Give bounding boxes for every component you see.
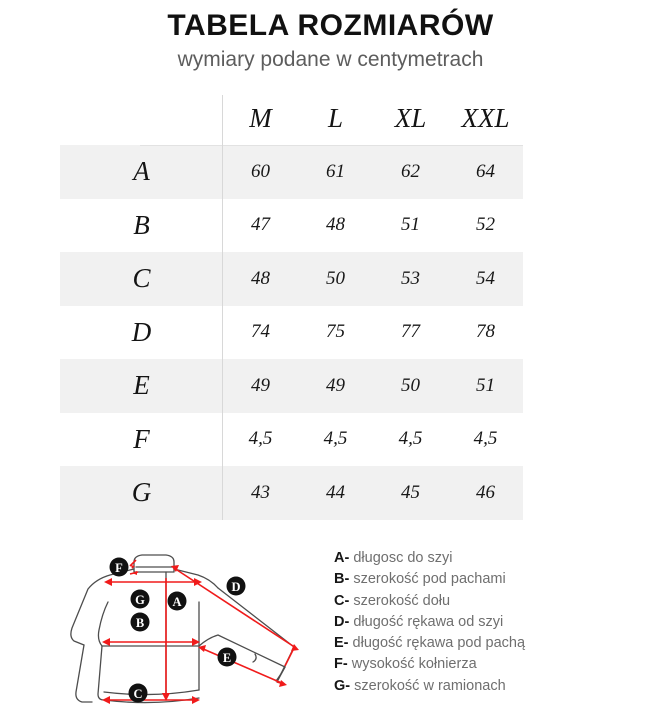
- legend-key-c: C: [334, 592, 345, 609]
- cell-d-m: 74: [223, 306, 298, 360]
- legend-item-g: [334, 676, 654, 697]
- cell-c-xl: 53: [373, 252, 448, 306]
- legend-item-e: [334, 633, 654, 654]
- table-row: [60, 359, 523, 413]
- table-body: [60, 145, 523, 520]
- table-row: [60, 306, 523, 360]
- cell-a-xxl: 64: [448, 145, 523, 199]
- size-table-grid: [60, 92, 523, 520]
- cell-b-m: 47: [223, 199, 298, 253]
- page-subtitle: wymiary podane w centymetrach: [177, 48, 484, 71]
- legend-key-d: D: [334, 613, 345, 630]
- legend-key-g: G: [334, 677, 346, 694]
- cell-b-l: 48: [298, 199, 373, 253]
- column-header-m: M: [223, 92, 298, 145]
- cell-c-m: 48: [223, 252, 298, 306]
- legend-dash-f: -: [342, 656, 348, 673]
- cell-f-xl: 4,5: [373, 413, 448, 467]
- legend-dash-d: -: [344, 613, 350, 630]
- legend-key-b: B: [334, 571, 345, 588]
- legend-item-a: [334, 548, 654, 569]
- row-label-d: D: [60, 306, 223, 360]
- cell-a-xl: 62: [373, 145, 448, 199]
- cell-f-l: 4,5: [298, 413, 373, 467]
- jacket-outline: [71, 555, 294, 703]
- marker-d: [227, 577, 246, 596]
- marker-g-label: G: [135, 593, 145, 607]
- marker-a-label: A: [172, 595, 182, 609]
- row-label-f: F: [60, 413, 223, 467]
- legend-text-b: szerokość pod pachami: [353, 571, 506, 588]
- diagram-markers: [110, 558, 246, 703]
- cell-e-xl: 50: [373, 359, 448, 413]
- cell-c-l: 50: [298, 252, 373, 306]
- marker-f: [110, 558, 129, 577]
- table-row: [60, 413, 523, 467]
- marker-c: [129, 684, 148, 703]
- legend-text-e: długość rękawa pod pachą: [352, 635, 526, 652]
- marker-d-label: D: [231, 580, 241, 594]
- table-row: [60, 145, 523, 199]
- cell-d-xxl: 78: [448, 306, 523, 360]
- legend-text-c: szerokość dołu: [353, 592, 451, 609]
- legend-text-g: szerokość w ramionach: [354, 677, 506, 694]
- table-head: [60, 92, 523, 145]
- table-corner-cell: [60, 92, 223, 145]
- legend-item-c: [334, 591, 654, 612]
- legend-dash-a: -: [344, 550, 350, 566]
- measurement-legend: [334, 548, 654, 697]
- cell-b-xxl: 52: [448, 199, 523, 253]
- row-label-c: C: [60, 252, 223, 306]
- cell-e-m: 49: [223, 359, 298, 413]
- table-row: [60, 252, 523, 306]
- marker-c-label: C: [133, 687, 143, 701]
- table-column-divider: [222, 95, 223, 520]
- legend-dash-e: -: [343, 635, 349, 652]
- legend-key-f: F: [334, 656, 343, 673]
- legend-dash-g: -: [345, 677, 351, 694]
- cell-f-m: 4,5: [223, 413, 298, 467]
- measurement-arrows: [102, 560, 299, 704]
- cell-g-xxl: 46: [448, 466, 523, 520]
- row-label-e: E: [60, 359, 223, 413]
- legend-item-d: [334, 612, 654, 633]
- cell-e-l: 49: [298, 359, 373, 413]
- legend-dash-b: -: [344, 571, 350, 588]
- marker-e-label: E: [222, 651, 232, 665]
- cell-f-xxl: 4,5: [448, 413, 523, 467]
- table-row: [60, 199, 523, 253]
- cell-a-l: 61: [298, 145, 373, 199]
- legend-text-f: wysokość kołnierza: [351, 656, 477, 673]
- row-label-b: B: [60, 199, 223, 253]
- legend-key-e: E: [334, 635, 344, 652]
- cell-a-m: 60: [223, 145, 298, 199]
- marker-e: [218, 648, 237, 667]
- cell-d-l: 75: [298, 306, 373, 360]
- row-label-a: A: [60, 145, 223, 199]
- cell-g-m: 43: [223, 466, 298, 520]
- garment-diagram: [62, 542, 337, 714]
- cell-b-xl: 51: [373, 199, 448, 253]
- table-row: [60, 466, 523, 520]
- cell-e-xxl: 51: [448, 359, 523, 413]
- marker-a: [168, 592, 187, 611]
- column-header-l: L: [298, 92, 373, 145]
- cell-c-xxl: 54: [448, 252, 523, 306]
- cell-g-l: 44: [298, 466, 373, 520]
- marker-b: [131, 613, 150, 632]
- legend-text-a: długosc do szyi: [353, 550, 453, 566]
- legend-item-b: [334, 569, 654, 590]
- marker-f-label: F: [115, 561, 123, 575]
- row-label-g: G: [60, 466, 223, 520]
- table-header-row: [60, 92, 523, 145]
- marker-b-label: B: [135, 616, 145, 630]
- column-header-xxl: XXL: [448, 92, 523, 145]
- table-header-divider: [140, 145, 523, 146]
- column-header-xl: XL: [373, 92, 448, 145]
- legend-text-d: długość rękawa od szyi: [353, 613, 504, 630]
- legend-item-f: [334, 654, 654, 675]
- size-table: [60, 92, 600, 520]
- legend-key-a: A: [334, 550, 345, 566]
- page-title: TABELA ROZMIARÓW: [167, 9, 494, 42]
- bottom-section: [0, 540, 661, 715]
- legend-dash-c: -: [344, 592, 350, 609]
- cell-d-xl: 77: [373, 306, 448, 360]
- marker-g: [131, 590, 150, 609]
- cell-g-xl: 45: [373, 466, 448, 520]
- header: [0, 8, 661, 74]
- jacket-diagram-svg: [62, 542, 337, 714]
